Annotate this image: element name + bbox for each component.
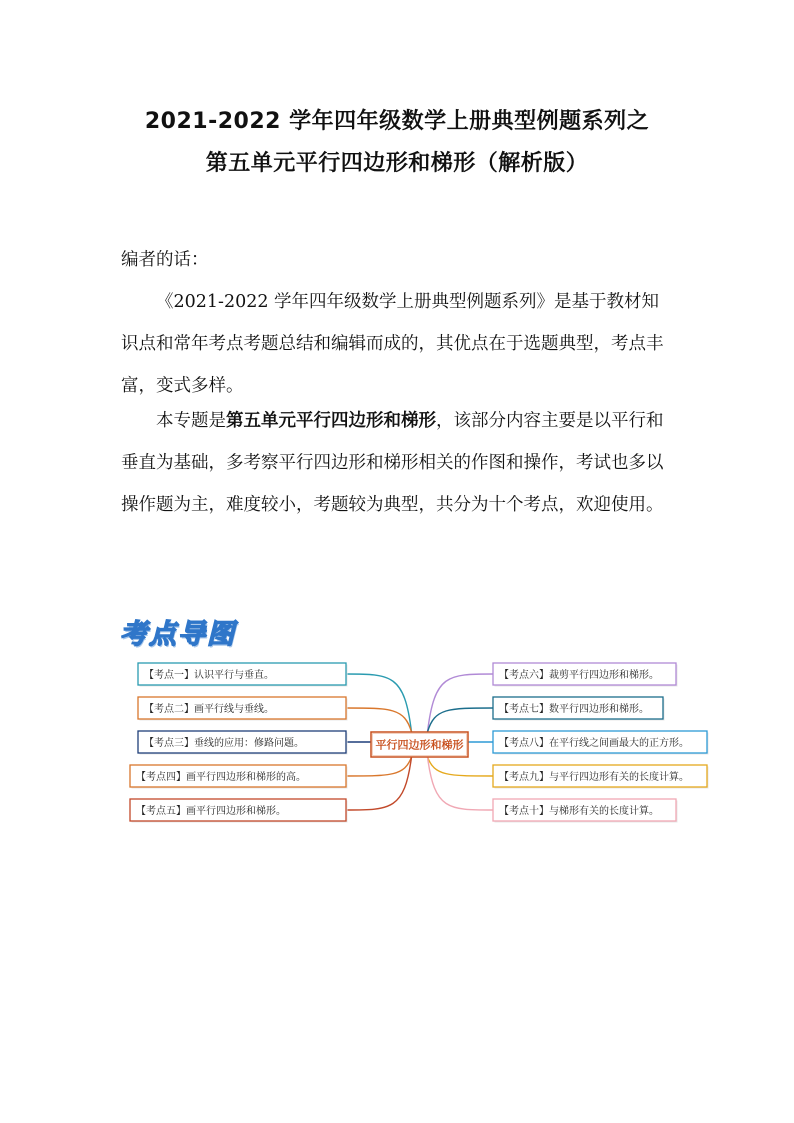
mindmap-node-right-2 [493, 697, 665, 721]
mindmap-node-left-5 [130, 799, 348, 823]
mindmap-branch-right-5 [428, 757, 494, 810]
mindmap-node-label: 【考点七】数平行四边形和梯形。 [499, 704, 649, 715]
mindmap-node-label: 【考点五】画平行四边形和梯形。 [136, 806, 286, 817]
title-line-2: 第五单元平行四边形和梯形（解析版） [205, 151, 589, 176]
mindmap-branch-right-4 [428, 757, 494, 776]
mindmap-node-right-3 [493, 731, 709, 755]
title-line-1: 2021-2022 学年四年级数学上册典型例题系列之 [144, 109, 650, 134]
topic-suffix: ，该部分内容主要是以平行和垂直为基础，多考察平行四边形和梯形相关的作图和操作，考试也多以操作题为主，难度较小，考题较为典型，共分为十个考点，欢迎使用。 [121, 411, 664, 515]
mindmap-center-node [371, 732, 468, 757]
mindmap [0, 650, 794, 840]
topic-paragraph [121, 400, 673, 526]
mindmap-node-right-1 [493, 663, 678, 687]
mindmap-branch-left-5 [346, 757, 412, 810]
mindmap-node-label: 【考点四】画平行四边形和梯形的高。 [136, 772, 306, 783]
mindmap-center-label: 平行四边形和梯形 [375, 738, 464, 752]
mindmap-node-label: 【考点八】在平行线之间画最大的正方形。 [499, 738, 689, 749]
mindmap-node-right-5 [493, 799, 678, 823]
mindmap-node-label: 【考点三】垂线的应用：修路问题。 [144, 738, 304, 749]
mindmap-branch-right-1 [428, 674, 494, 732]
mindmap-node-left-2 [138, 697, 348, 721]
mindmap-node-left-4 [130, 765, 348, 789]
mindmap-branch-left-4 [346, 757, 412, 776]
mindmap-node-label: 【考点六】裁剪平行四边形和梯形。 [499, 670, 659, 681]
mindmap-branch-left-1 [346, 674, 412, 732]
mindmap-node-label: 【考点一】认识平行与垂直。 [144, 670, 274, 681]
topic-prefix: 本专题是 [156, 411, 226, 431]
mindmap-node-right-4 [493, 765, 709, 789]
mindmap-node-left-3 [138, 731, 348, 755]
mindmap-node-label: 【考点二】画平行线与垂线。 [144, 704, 274, 715]
mindmap-branch-left-2 [346, 708, 412, 732]
editor-note-label: 编者的话： [121, 250, 209, 270]
mindmap-branch-right-2 [428, 708, 494, 732]
intro-paragraph: 《2021-2022 学年四年级数学上册典型例题系列》是基于教材知识点和常年考点考题总结和编辑而成的，其优点在于选题典型，考点丰富，变式多样。 [121, 292, 664, 396]
mindmap-node-label: 【考点十】与梯形有关的长度计算。 [499, 806, 659, 817]
mindmap-heading: 考点导图 [120, 619, 236, 650]
mindmap-node-label: 【考点九】与平行四边形有关的长度计算。 [499, 772, 689, 783]
topic-unit-name: 第五单元平行四边形和梯形 [226, 411, 436, 431]
mindmap-node-left-1 [138, 663, 348, 687]
